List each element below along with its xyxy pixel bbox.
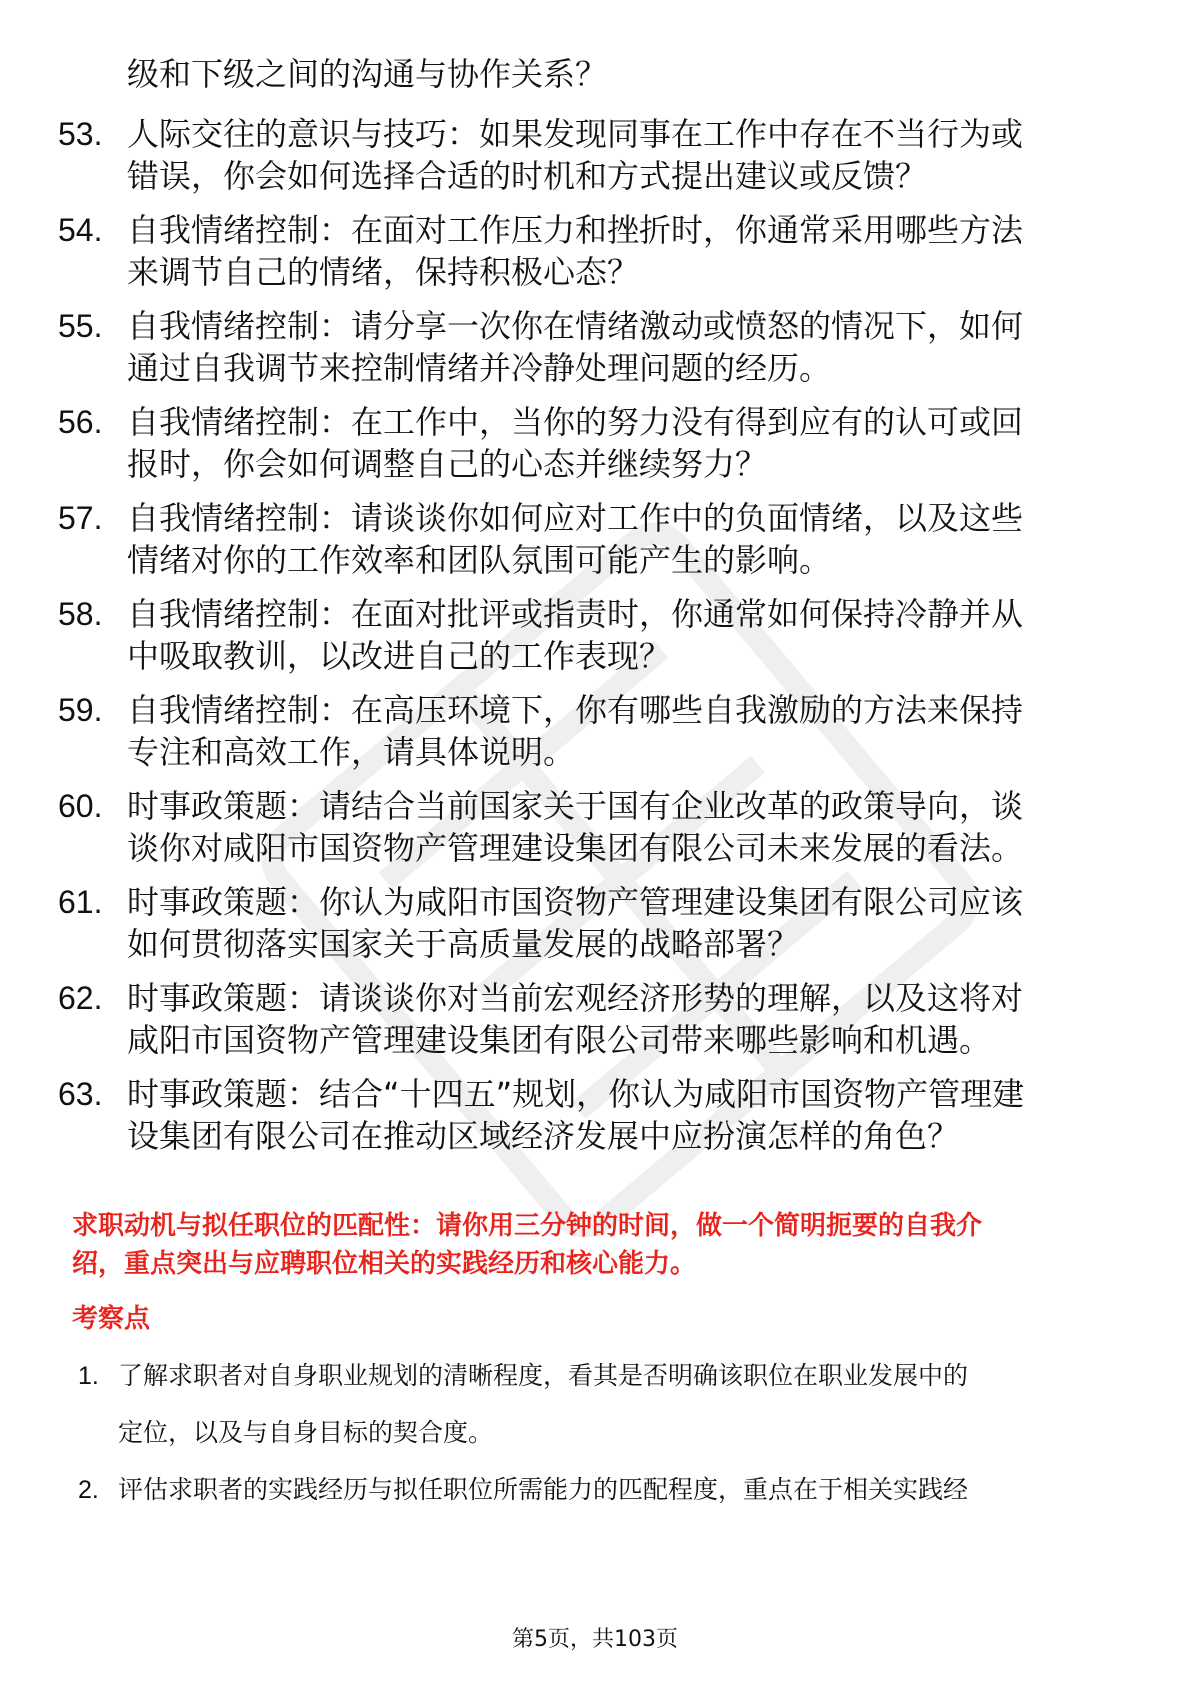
question-text: 时事政策题：请结合当前国家关于国有企业改革的政策导向，谈 bbox=[127, 787, 1024, 825]
point-number: 1. bbox=[78, 1362, 99, 1390]
point-text: 评估求职者的实践经历与拟任职位所需能力的匹配程度，重点在于相关实践经 bbox=[118, 1475, 969, 1504]
focus-points-label: 考察点 bbox=[72, 1304, 151, 1334]
question-text: 时事政策题：结合“十四五”规划，你认为咸阳市国资物产管理建 bbox=[127, 1075, 1025, 1113]
question-text: 自我情绪控制：请分享一次你在情绪激动或愤怒的情况下，如何 bbox=[127, 307, 1024, 345]
point-text: 了解求职者对自身职业规划的清晰程度，看其是否明确该职位在职业发展中的 bbox=[118, 1361, 969, 1390]
question-text: 如何贯彻落实国家关于高质量发展的战略部署？ bbox=[127, 925, 800, 963]
question-number: 60. bbox=[58, 788, 103, 824]
question-item bbox=[58, 112, 1138, 208]
question-text: 自我情绪控制：在工作中，当你的努力没有得到应有的认可或回 bbox=[127, 403, 1024, 441]
question-number: 57. bbox=[58, 500, 103, 536]
question-number: 54. bbox=[58, 212, 103, 248]
question-text: 错误，你会如何选择合适的时机和方式提出建议或反馈？ bbox=[127, 157, 928, 195]
question-list bbox=[58, 112, 1138, 1168]
question-text: 咸阳市国资物产管理建设集团有限公司带来哪些影响和机遇。 bbox=[127, 1021, 992, 1059]
question-item bbox=[58, 880, 1138, 976]
question-text: 报时，你会如何调整自己的心态并继续努力？ bbox=[127, 445, 768, 483]
question-number: 61. bbox=[58, 884, 103, 920]
question-text: 自我情绪控制：在高压环境下，你有哪些自我激励的方法来保持 bbox=[127, 691, 1024, 729]
question-text: 时事政策题：你认为咸阳市国资物产管理建设集团有限公司应该 bbox=[127, 883, 1024, 921]
question-text: 情绪对你的工作效率和团队氛围可能产生的影响。 bbox=[127, 541, 832, 579]
question-item bbox=[58, 784, 1138, 880]
question-text: 自我情绪控制：在面对工作压力和挫折时，你通常采用哪些方法 bbox=[127, 211, 1024, 249]
question-text: 人际交往的意识与技巧：如果发现同事在工作中存在不当行为或 bbox=[127, 115, 1024, 153]
question-number: 53. bbox=[58, 116, 103, 152]
continued-question-text: 级和下级之间的沟通与协作关系？ bbox=[127, 55, 608, 93]
question-item bbox=[58, 976, 1138, 1072]
question-item bbox=[58, 400, 1138, 496]
question-item bbox=[58, 496, 1138, 592]
question-text: 谈你对咸阳市国资物产管理建设集团有限公司未来发展的看法。 bbox=[127, 829, 1024, 867]
question-number: 62. bbox=[58, 980, 103, 1016]
question-text: 专注和高效工作，请具体说明。 bbox=[127, 733, 576, 771]
question-number: 63. bbox=[58, 1076, 103, 1112]
question-number: 58. bbox=[58, 596, 103, 632]
question-item bbox=[58, 1072, 1138, 1168]
question-item bbox=[58, 304, 1138, 400]
question-number: 59. bbox=[58, 692, 103, 728]
question-text: 中吸取教训，以改进自己的工作表现？ bbox=[127, 637, 672, 675]
question-text: 自我情绪控制：在面对批评或指责时，你通常如何保持冷静并从 bbox=[127, 595, 1024, 633]
point-text: 定位，以及与自身目标的契合度。 bbox=[118, 1418, 494, 1447]
question-item bbox=[58, 208, 1138, 304]
question-number: 55. bbox=[58, 308, 103, 344]
question-text: 自我情绪控制：请谈谈你如何应对工作中的负面情绪，以及这些 bbox=[127, 499, 1024, 537]
question-text: 设集团有限公司在推动区域经济发展中应扮演怎样的角色？ bbox=[127, 1117, 960, 1155]
question-number: 56. bbox=[58, 404, 103, 440]
question-text: 来调节自己的情绪，保持积极心态？ bbox=[127, 253, 640, 291]
question-item bbox=[58, 592, 1138, 688]
section-title: 绍，重点突出与应聘职位相关的实践经历和核心能力。 bbox=[72, 1249, 697, 1279]
question-text: 时事政策题：请谈谈你对当前宏观经济形势的理解，以及这将对 bbox=[127, 979, 1024, 1017]
section-title: 求职动机与拟任职位的匹配性：请你用三分钟的时间，做一个简明扼要的自我介 bbox=[72, 1211, 983, 1241]
question-item bbox=[58, 688, 1138, 784]
page-number: 第5页，共103页 bbox=[512, 1627, 678, 1652]
point-number: 2. bbox=[78, 1476, 99, 1504]
question-text: 通过自我调节来控制情绪并冷静处理问题的经历。 bbox=[127, 349, 832, 387]
